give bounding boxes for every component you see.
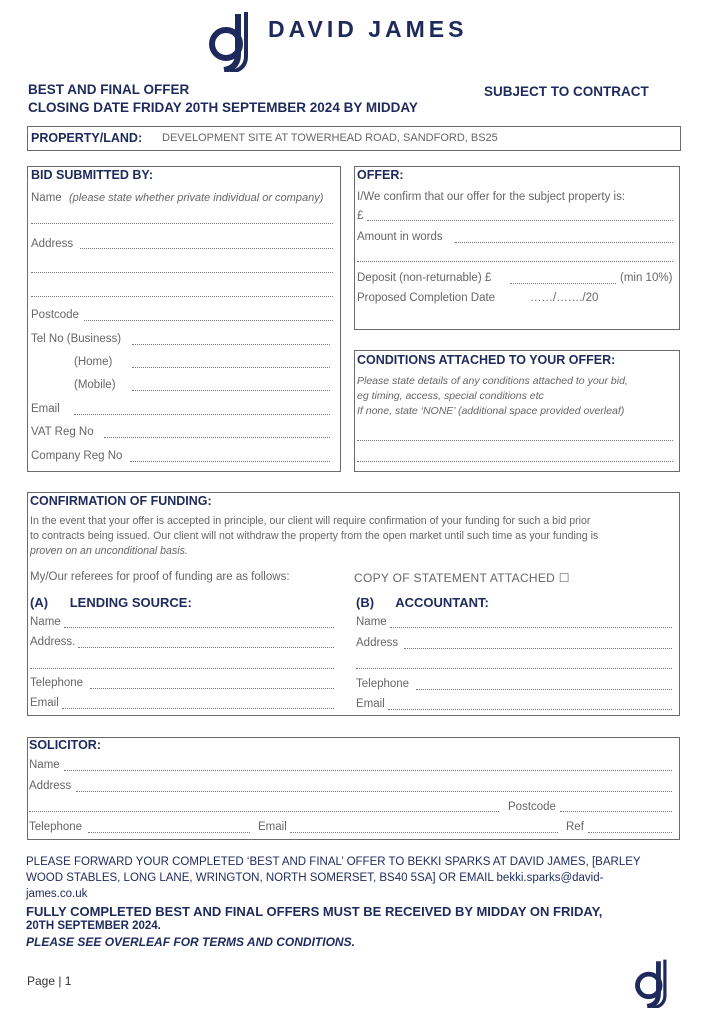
- lending-name-field[interactable]: [64, 627, 334, 628]
- solicitor-name-label: Name: [29, 759, 60, 771]
- solicitor-address-field[interactable]: [76, 791, 672, 792]
- accountant-name-field[interactable]: [390, 627, 672, 628]
- conditions-line1: Please state details of any conditions attached to your bid,: [357, 375, 628, 387]
- funding-p1: In the event that your offer is accepted in principle, our client will require confirmation of your funding for such a bid prior: [30, 515, 591, 527]
- accountant-heading: (B) ACCOUNTANT:: [356, 595, 489, 610]
- solicitor-telephone-label: Telephone: [29, 821, 83, 833]
- solicitor-postcode-field[interactable]: [560, 811, 672, 812]
- conditions-field-1[interactable]: [357, 440, 673, 441]
- david-james-logo-icon: [206, 10, 254, 72]
- solicitor-telephone-field[interactable]: [88, 832, 250, 833]
- bid-name-label: Name: [31, 192, 62, 204]
- bid-postcode-field[interactable]: [84, 320, 333, 321]
- bid-address-field[interactable]: [80, 248, 333, 249]
- offer-words-label: Amount in words: [357, 231, 443, 243]
- bid-email-field[interactable]: [74, 414, 330, 415]
- overleaf-notice: PLEASE SEE OVERLEAF FOR TERMS AND CONDITIONS.: [26, 935, 355, 949]
- bid-tel-business-label: Tel No (Business): [31, 333, 122, 345]
- subject-to-contract: SUBJECT TO CONTRACT: [484, 84, 649, 99]
- conditions-line2: eg timing, access, special conditions etc: [357, 390, 544, 402]
- solicitor-email-label: Email: [258, 821, 287, 833]
- accountant-address-field[interactable]: [404, 648, 672, 649]
- forward-instructions-3: james.co.uk: [26, 888, 88, 900]
- accountant-address-label: Address: [356, 637, 399, 649]
- lending-telephone-label: Telephone: [30, 677, 84, 689]
- lending-telephone-field[interactable]: [90, 688, 334, 689]
- bid-vat-label: VAT Reg No: [31, 426, 94, 438]
- solicitor-ref-field[interactable]: [588, 832, 672, 833]
- offer-deposit-field[interactable]: [510, 283, 616, 284]
- lending-email-label: Email: [30, 697, 59, 709]
- offer-completion-date-field[interactable]: ……/……./20: [530, 292, 599, 304]
- footer-logo-icon: [632, 958, 672, 1008]
- solicitor-name-field[interactable]: [64, 770, 672, 771]
- lending-address-label: Address.: [30, 636, 76, 648]
- deadline-notice-2: 20TH SEPTEMBER 2024.: [26, 920, 161, 932]
- funding-p2: to contracts being issued. Our client will not withdraw the property from the open market until such time as your funding is: [30, 530, 599, 542]
- accountant-telephone-label: Telephone: [356, 678, 410, 690]
- bid-tel-home-field[interactable]: [132, 367, 330, 368]
- accountant-email-label: Email: [356, 698, 385, 710]
- lending-address-field[interactable]: [78, 647, 334, 648]
- bid-postcode-label: Postcode: [31, 309, 79, 321]
- offer-words-field-2[interactable]: [357, 261, 673, 262]
- bid-address-label: Address: [31, 238, 74, 250]
- conditions-field-2[interactable]: [357, 461, 673, 462]
- accountant-address-field-2[interactable]: [356, 668, 672, 669]
- conditions-line3: If none, state ‘NONE’ (additional space provided overleaf): [357, 405, 625, 417]
- offer-title: BEST AND FINAL OFFER: [28, 82, 190, 97]
- solicitor-address-field-2[interactable]: [29, 811, 499, 812]
- funding-p3: proven on an unconditional basis.: [30, 545, 188, 557]
- solicitor-email-field[interactable]: [290, 832, 558, 833]
- funding-referees: My/Our referees for proof of funding are as follows:: [30, 571, 290, 583]
- bid-tel-mobile-field[interactable]: [132, 390, 330, 391]
- offer-pound-label: £: [357, 210, 364, 222]
- solicitor-ref-label: Ref: [566, 821, 584, 833]
- lending-email-field[interactable]: [62, 708, 334, 709]
- offer-deposit-label: Deposit (non-returnable) £: [357, 272, 492, 284]
- bid-vat-field[interactable]: [104, 437, 330, 438]
- offer-heading: OFFER:: [357, 168, 404, 182]
- bid-heading: BID SUBMITTED BY:: [31, 168, 153, 182]
- accountant-email-field[interactable]: [388, 709, 672, 710]
- lending-address-field-2[interactable]: [30, 668, 334, 669]
- page-number: Page | 1: [27, 974, 72, 988]
- bid-company-field[interactable]: [130, 461, 330, 462]
- bid-tel-mobile-label: (Mobile): [74, 379, 116, 391]
- offer-confirm-text: I/We confirm that our offer for the subject property is:: [357, 191, 626, 203]
- forward-instructions-2: WOOD STABLES, LONG LANE, WRINGTON, NORTH SOMERSET, BS40 5SA] OR EMAIL bekki.sparks@david-: [26, 872, 604, 884]
- bid-email-label: Email: [31, 403, 60, 415]
- accountant-telephone-field[interactable]: [416, 689, 672, 690]
- offer-completion-label: Proposed Completion Date: [357, 292, 496, 304]
- bid-name-field[interactable]: [31, 223, 333, 224]
- conditions-heading: CONDITIONS ATTACHED TO YOUR OFFER:: [357, 353, 616, 367]
- lending-name-label: Name: [30, 616, 61, 628]
- bid-tel-business-field[interactable]: [132, 344, 330, 345]
- accountant-name-label: Name: [356, 616, 387, 628]
- bid-address-field-3[interactable]: [31, 296, 333, 297]
- offer-deposit-min: (min 10%): [620, 272, 673, 284]
- brand-name: DAVID JAMES: [268, 16, 468, 42]
- solicitor-postcode-label: Postcode: [508, 801, 556, 813]
- offer-amount-field[interactable]: [367, 220, 673, 221]
- property-value: DEVELOPMENT SITE AT TOWERHEAD ROAD, SANDFORD, BS25: [162, 132, 498, 144]
- copy-statement-checkbox[interactable]: COPY OF STATEMENT ATTACHED ☐: [354, 571, 570, 585]
- bid-name-hint: (please state whether private individual or company): [69, 192, 324, 204]
- property-label: PROPERTY/LAND:: [31, 131, 143, 145]
- bid-company-label: Company Reg No: [31, 450, 123, 462]
- solicitor-heading: SOLICITOR:: [29, 738, 101, 752]
- closing-date: CLOSING DATE FRIDAY 20TH SEPTEMBER 2024 BY MIDDAY: [28, 100, 418, 115]
- lending-source-heading: (A) LENDING SOURCE:: [30, 595, 192, 610]
- forward-instructions-1: PLEASE FORWARD YOUR COMPLETED ‘BEST AND FINAL’ OFFER TO BEKKI SPARKS AT DAVID JAMES, [BARLEY: [26, 856, 641, 868]
- solicitor-address-label: Address: [29, 780, 72, 792]
- bid-tel-home-label: (Home): [74, 356, 113, 368]
- offer-words-field[interactable]: [455, 242, 673, 243]
- deadline-notice-1: FULLY COMPLETED BEST AND FINAL OFFERS MUST BE RECEIVED BY MIDDAY ON FRIDAY,: [26, 904, 603, 919]
- bid-address-field-2[interactable]: [31, 272, 333, 273]
- funding-heading: CONFIRMATION OF FUNDING:: [30, 494, 212, 508]
